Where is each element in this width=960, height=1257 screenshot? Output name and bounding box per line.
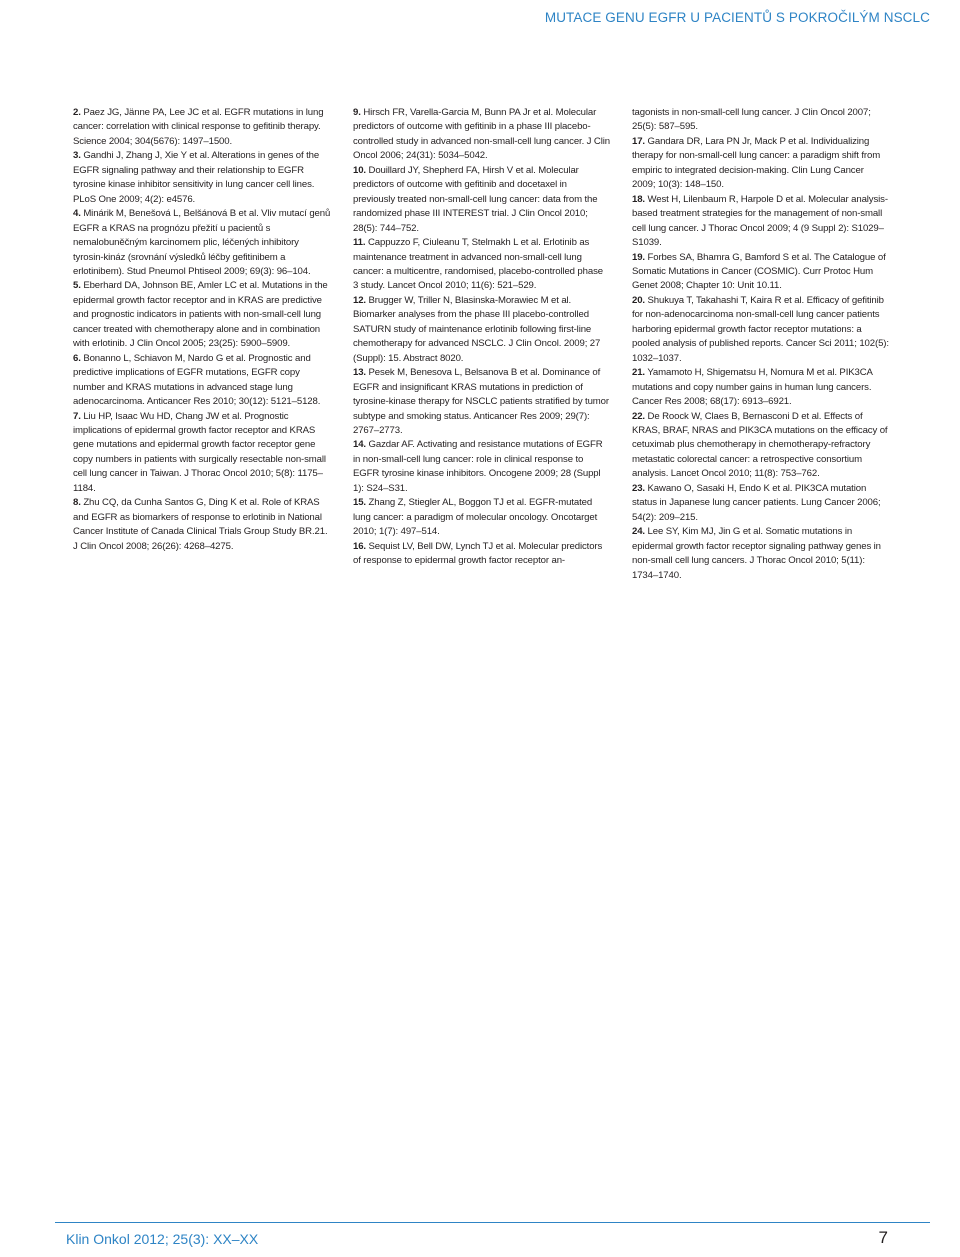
- reference-number: 22.: [632, 410, 645, 422]
- reference-number: 4.: [73, 208, 81, 220]
- reference-column-3: [632, 106, 889, 583]
- reference-item: [73, 149, 331, 207]
- journal-citation: Klin Onkol 2012; 25(3): XX–XX: [66, 1231, 259, 1247]
- reference-item: [632, 294, 889, 366]
- reference-text: Douillard JY, Shepherd FA, Hirsh V et al. Molecular predictors of outcome with gefitinib and docetaxel in previously treated non-small-cell lung cancer: data from the randomized phase III INTEREST trial. J Clin Oncol 2010; 28(5): 744–752.: [353, 164, 598, 234]
- reference-text: Pesek M, Benesova L, Belsanova B et al. Dominance of EGFR and insignificant KRAS mutations in prediction of tyrosine-kinase therapy for NSCLC patients stratified by tumor subtype and smoking status. Anticancer Res 2009; 29(7): 2767–2773.: [353, 367, 609, 436]
- page-number: 7: [878, 1228, 888, 1247]
- reference-number: 24.: [632, 526, 645, 538]
- reference-item: [353, 438, 610, 496]
- reference-text: Sequist LV, Bell DW, Lynch TJ et al. Molecular predictors of response to epidermal growth factor receptor an-: [353, 540, 603, 567]
- reference-text: Eberhard DA, Johnson BE, Amler LC et al. Mutations in the epidermal growth factor receptor and in KRAS are predictive and prognostic indicators in patients with non-small-cell lung cancer treated with chemotherapy alone and in combination with erlotinib. J Clin Oncol 2005; 23(25): 5900–5909.: [73, 280, 328, 350]
- reference-number: 11.: [353, 237, 366, 249]
- reference-number: 23.: [632, 482, 645, 494]
- reference-number: 19.: [632, 251, 645, 263]
- reference-number: 12.: [353, 294, 366, 306]
- footer-divider: [55, 1222, 930, 1223]
- reference-text: Gazdar AF. Activating and resistance mutations of EGFR in non-small-cell lung cancer: role in clinical response to EGFR tyrosine kinase inhibitors. Oncogene 2009; 28 (Suppl 1): S24–S31.: [353, 439, 603, 494]
- reference-number: 7.: [73, 410, 81, 422]
- reference-item: [632, 106, 889, 135]
- reference-item: [353, 106, 610, 164]
- reference-text: West H, Lilenbaum R, Harpole D et al. Molecular analysis-based treatment strategies for the management of non-small cell lung cancer. J Thorac Oncol 2009; 4 (9 Suppl 2): S1029–S1039.: [632, 193, 888, 249]
- reference-text: Zhu CQ, da Cunha Santos G, Ding K et al. Role of KRAS and EGFR as biomarkers of response to erlotinib in National Cancer Institute of Canada Clinical Trials Group Study BR.21. J Clin Oncol 2008; 26(26): 4268–4275.: [73, 497, 328, 552]
- reference-text: Gandhi J, Zhang J, Xie Y et al. Alterations in genes of the EGFR signaling pathway and their relationship to EGFR tyrosine kinase inhibitor sensitivity in lung cancer cell lines. PLoS One 2009; 4(2): e4576.: [73, 150, 320, 205]
- reference-item: [632, 251, 889, 294]
- reference-column-1: [73, 106, 331, 554]
- reference-number: 3.: [73, 150, 81, 162]
- reference-number: 9.: [353, 107, 361, 118]
- reference-number: 16.: [353, 540, 366, 552]
- reference-text: Paez JG, Jänne PA, Lee JC et al. EGFR mutations in lung cancer: correlation with clinical response to gefitinib therapy. Science 2004; 304(5676): 1497–1500.: [73, 107, 324, 147]
- reference-number: 18.: [632, 193, 645, 205]
- reference-number: 15.: [353, 497, 366, 509]
- reference-text: Gandara DR, Lara PN Jr, Mack P et al. Individualizing therapy for non-small-cell lung cancer: a paradigm shift from empiric to integrated decision-making. Clin Lung Cancer 2009; 10(3): 148–150.: [632, 135, 881, 191]
- references-section: [0, 106, 960, 1206]
- reference-item: [73, 106, 331, 149]
- reference-number: 13.: [353, 367, 366, 379]
- reference-text: Cappuzzo F, Ciuleanu T, Stelmakh L et al. Erlotinib as maintenance treatment in advanced non-small-cell lung cancer: a multicentre, randomised, placebo-controlled phase 3 study. Lancet Oncol 2010; 11(6): 521–529.: [353, 237, 603, 292]
- reference-text: Zhang Z, Stiegler AL, Boggon TJ et al. EGFR-mutated lung cancer: a paradigm of molecular oncology. Oncotarget 2010; 1(7): 497–514.: [353, 497, 598, 538]
- reference-item: [353, 164, 610, 236]
- reference-item: [632, 193, 889, 251]
- reference-number: 6.: [73, 352, 81, 364]
- reference-text: Lee SY, Kim MJ, Jin G et al. Somatic mutations in epidermal growth factor receptor signaling pathway genes in non-small cell lung cancers. J Thorac Oncol 2010; 5(11): 1734–1740.: [632, 526, 881, 581]
- reference-number: 5.: [73, 280, 81, 292]
- reference-text: Shukuya T, Takahashi T, Kaira R et al. Efficacy of gefitinib for non-adenocarcinoma non-small-cell lung cancer patients harboring epidermal growth factor receptor mutations: a pooled analysis of published reports. Cancer Sci 2011; 102(5): 1032–1037.: [632, 294, 889, 364]
- reference-item: [353, 496, 610, 539]
- reference-item: [353, 366, 610, 438]
- reference-text: Yamamoto H, Shigematsu H, Nomura M et al. PIK3CA mutations and copy number gains in human lung cancers. Cancer Res 2008; 68(17): 6913–6921.: [632, 367, 873, 408]
- reference-number: 17.: [632, 135, 645, 147]
- reference-number: 14.: [353, 439, 366, 451]
- reference-item: [73, 352, 331, 410]
- reference-item: [73, 410, 331, 497]
- reference-item: [353, 294, 610, 366]
- reference-item: [73, 496, 331, 554]
- reference-text: Brugger W, Triller N, Blasinska-Morawiec M et al. Biomarker analyses from the phase III placebo-controlled SATURN study of maintenance erlotinib following first-line chemotherapy for advanced NSCLC. J Clin Oncol. 2009; 27 (Suppl): 15. Abstract 8020.: [353, 294, 601, 364]
- reference-number: 21.: [632, 367, 645, 379]
- reference-item: [632, 525, 889, 583]
- reference-item: [353, 236, 610, 294]
- reference-item: [632, 135, 889, 193]
- running-title: MUTACE GENU EGFR U PACIENTŮ S POKROČILÝM NSCLC: [544, 10, 930, 25]
- reference-text: De Roock W, Claes B, Bernasconi D et al. Effects of KRAS, BRAF, NRAS and PIK3CA mutations on the efficacy of cetuximab plus chemotherapy in chemotherapy-refractory metastatic colorectal cancer: a retrospective consortium analysis. Lancet Oncol 2010; 11(8): 753–762.: [632, 410, 888, 480]
- reference-text: Liu HP, Isaac Wu HD, Chang JW et al. Prognostic implications of epidermal growth factor receptor and KRAS gene mutations and epidermal growth factor receptor gene copy numbers in patients with surgically resectable non-small cell lung cancer in Taiwan. J Thorac Oncol 2010; 5(8): 1175–1184.: [73, 410, 326, 494]
- reference-item: [632, 366, 889, 409]
- reference-item: [73, 207, 331, 279]
- reference-number: 2.: [73, 107, 81, 118]
- reference-number: 10.: [353, 164, 366, 176]
- reference-number: 8.: [73, 497, 81, 509]
- reference-number: 20.: [632, 294, 645, 306]
- reference-column-2: [353, 106, 610, 569]
- reference-text: Forbes SA, Bhamra G, Bamford S et al. The Catalogue of Somatic Mutations in Cancer (COSMIC). Curr Protoc Hum Genet 2008; Chapter 10: Unit 10.11.: [632, 251, 886, 292]
- reference-item: [632, 410, 889, 482]
- reference-text: tagonists in non-small-cell lung cancer. J Clin Oncol 2007; 25(5): 587–595.: [632, 107, 871, 133]
- reference-text: Kawano O, Sasaki H, Endo K et al. PIK3CA mutation status in Japanese lung cancer patients. Lung Cancer 2006; 54(2): 209–215.: [632, 482, 881, 523]
- reference-text: Hirsch FR, Varella-Garcia M, Bunn PA Jr et al. Molecular predictors of outcome with gefitinib in a phase III placebo-controlled study in advanced non-small-cell lung cancer. J Clin Oncol 2006; 24(31): 5034–5042.: [353, 107, 610, 162]
- reference-text: Bonanno L, Schiavon M, Nardo G et al. Prognostic and predictive implications of EGFR mutations, EGFR copy number and KRAS mutations in advanced stage lung adenocarcinoma. Anticancer Res 2010; 30(12): 5121–5128.: [73, 352, 321, 408]
- reference-item: [73, 279, 331, 351]
- reference-item: [353, 540, 610, 569]
- reference-item: [632, 482, 889, 525]
- reference-text: Minárik M, Benešová L, Belšánová B et al. Vliv mutací genů EGFR a KRAS na prognózu přežití u pacientů s nemalobuněčným karcinomem plic, léčených inhibitory tyrosin-kináz (srovnání výsledků léčby gefitinibem a erlotinibem). Stud Pneumol Phtiseol 2009; 69(3): 96–104.: [73, 208, 331, 277]
